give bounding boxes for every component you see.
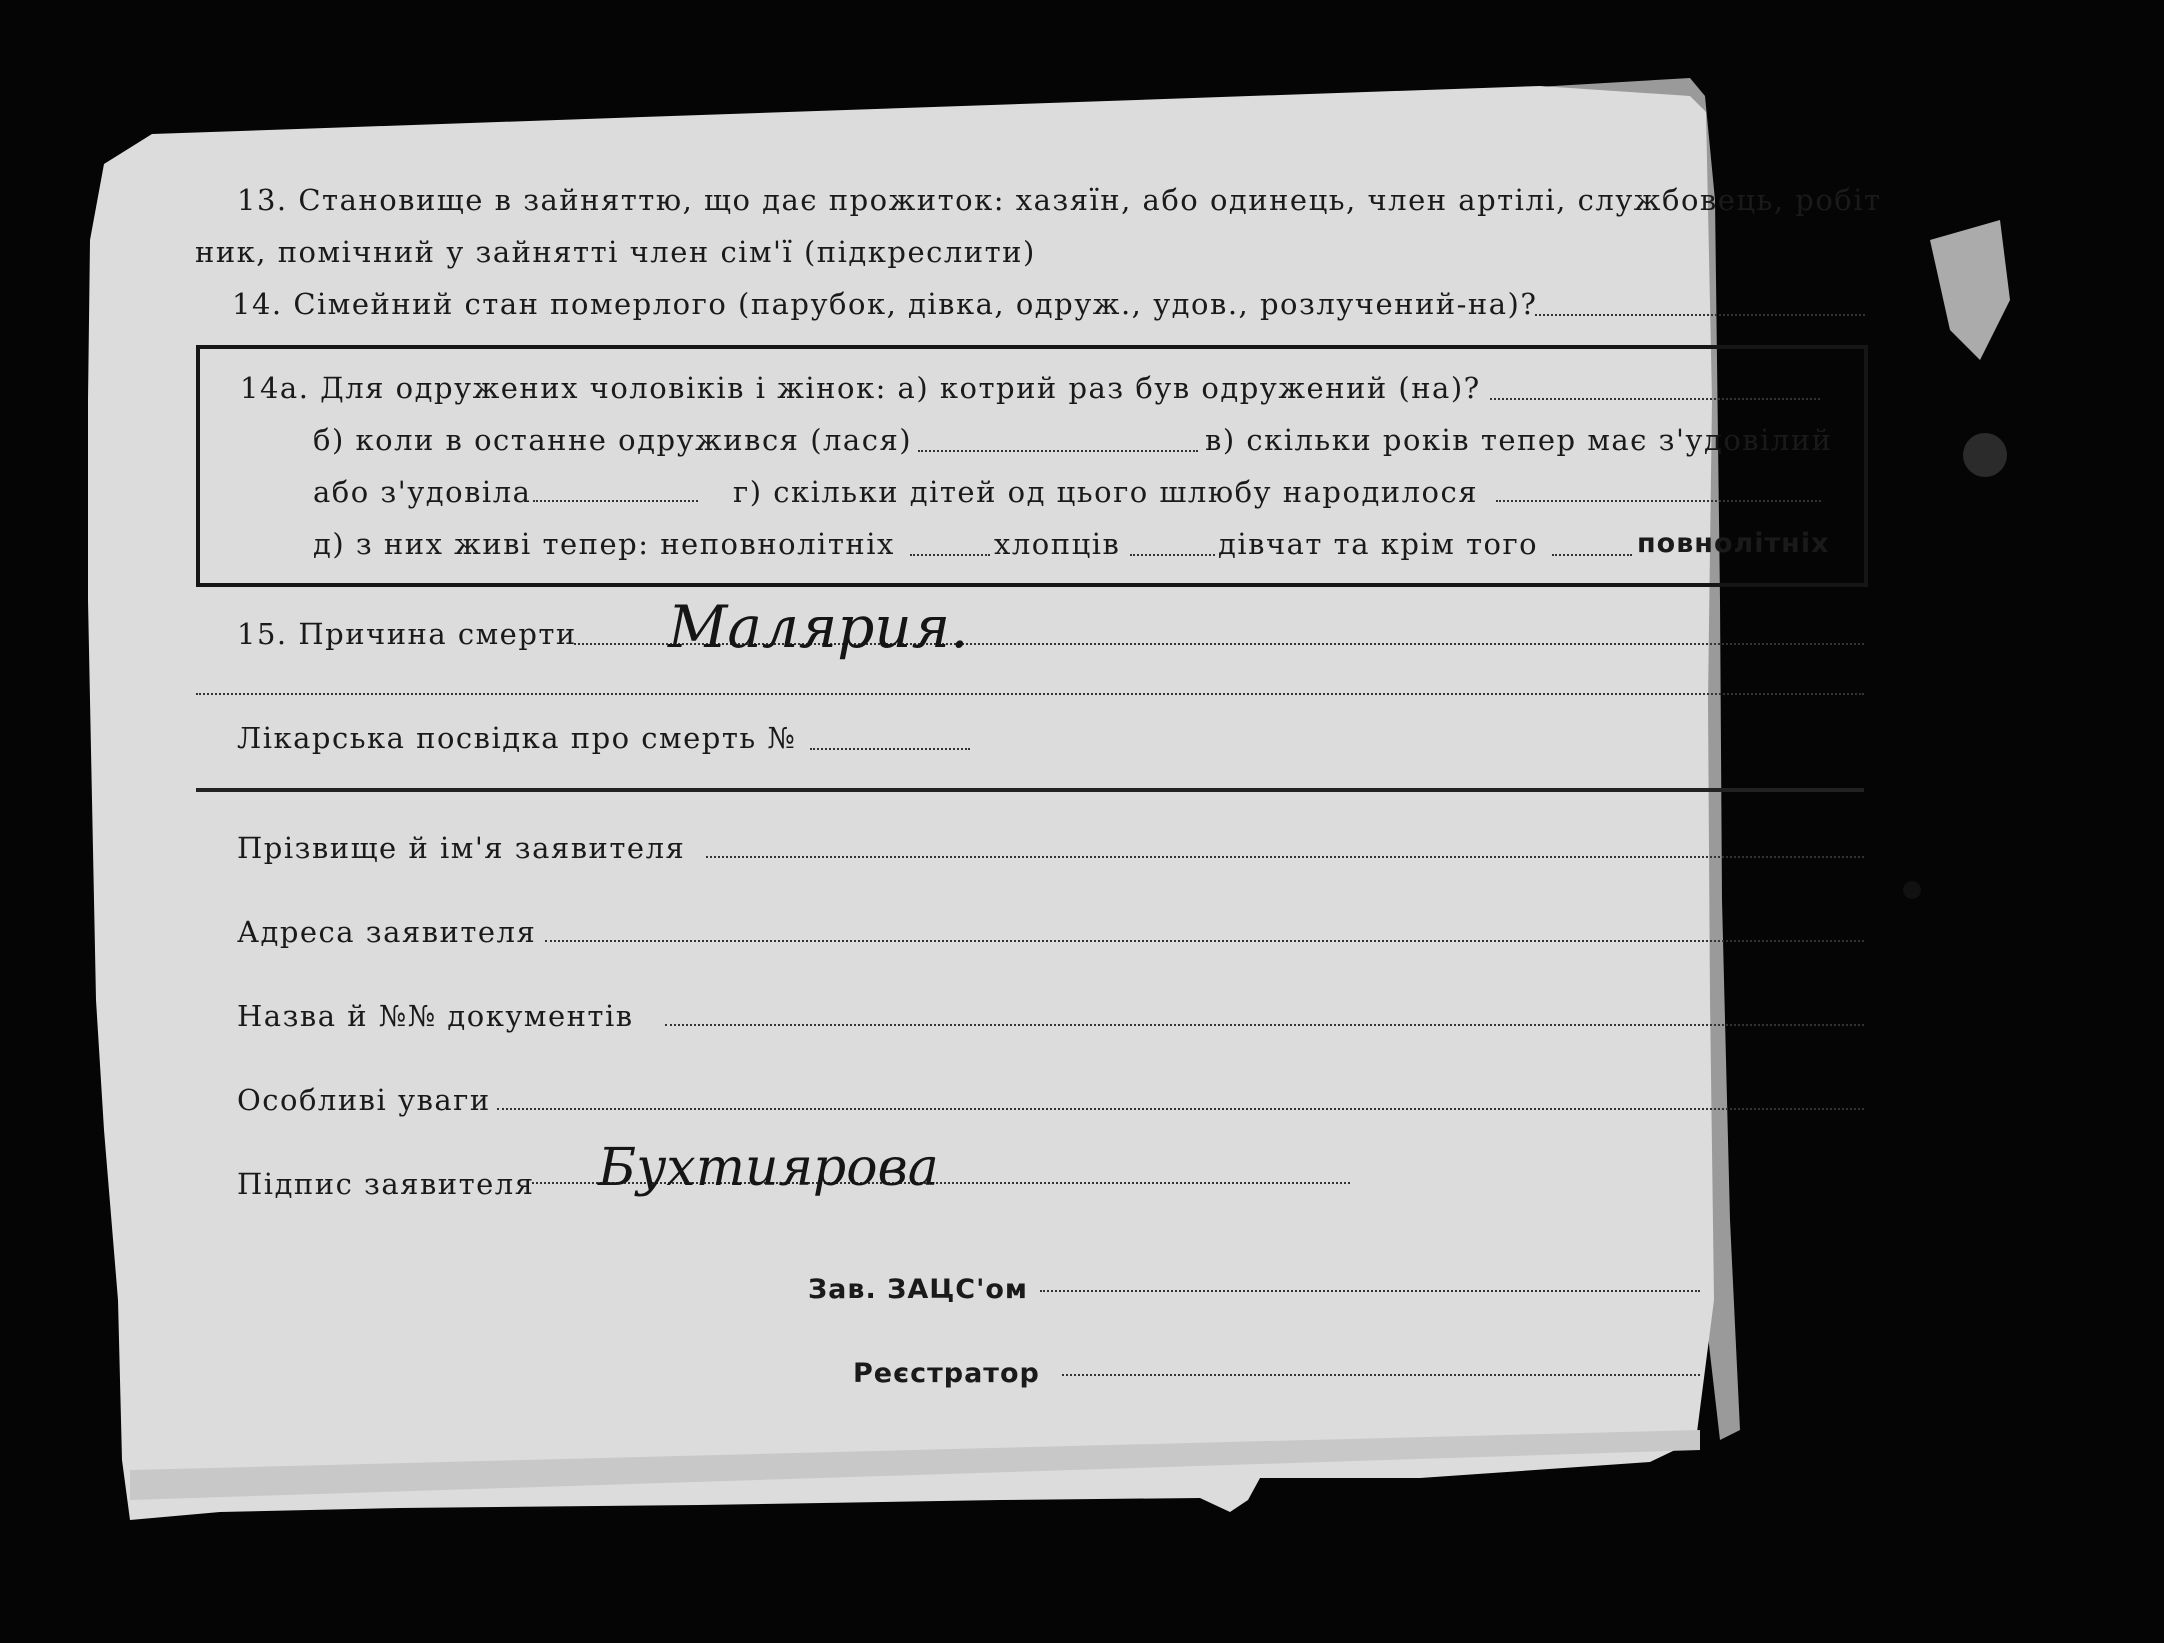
special-notes-label: Особливі уваги xyxy=(237,1083,491,1117)
registrar-signature-line xyxy=(1062,1374,1700,1376)
item-14a-boys-answer-line xyxy=(1130,554,1215,556)
item-14a-b-label: б) коли в останне одружився (лася) xyxy=(313,423,913,457)
section-divider xyxy=(196,788,1864,792)
documents-label: Назва й №№ документів xyxy=(237,999,634,1033)
head-registry-label: Зав. ЗАЦС'ом xyxy=(808,1274,1028,1305)
item-13-line-2: ник, помічний у зайнятті член сім'ї (підкреслити) xyxy=(195,235,1036,269)
item-14a-d-label: д) з них живі тепер: неповнолітніх xyxy=(313,527,895,561)
applicant-signature-label: Підпис заявителя xyxy=(237,1167,535,1201)
applicant-name-label: Прізвище й ім'я заявителя xyxy=(237,831,686,865)
head-registry-signature-line xyxy=(1040,1290,1700,1292)
item-14a-g-label: г) скільки дітей од цього шлюбу народилося xyxy=(733,475,1479,509)
item-14a-boys-label: хлопців xyxy=(994,527,1121,561)
item-13-line-1: 13. Становище в зайняттю, що дає прожиток: хазяїн, або одинець, член артілі, службовець, робіт xyxy=(237,183,1882,217)
documents-answer-line xyxy=(665,1024,1864,1026)
item-14a-abo-answer-line xyxy=(533,500,698,502)
item-14a-a-answer-line xyxy=(1490,398,1820,400)
item-14a-g-answer-line xyxy=(1496,500,1821,502)
item-14a-girls-answer-line xyxy=(1552,554,1632,556)
handwritten-signature: Бухтиярова xyxy=(598,1138,939,1198)
item-14a-line-1: 14а. Для одружених чоловіків і жінок: а) котрий раз був одружений (на)? xyxy=(240,371,1481,405)
special-notes-answer-line xyxy=(497,1108,1864,1110)
item-14a-adults-label: повнолітніх xyxy=(1637,528,1830,559)
item-14-answer-line xyxy=(1535,314,1865,316)
applicant-name-answer-line xyxy=(706,856,1864,858)
item-14a-d-answer-line xyxy=(910,554,990,556)
item-14a-girls-label: дівчат та крім того xyxy=(1218,527,1539,561)
applicant-address-answer-line xyxy=(545,940,1864,942)
registrar-label: Реєстратор xyxy=(853,1358,1040,1389)
applicant-address-label: Адреса заявителя xyxy=(237,915,537,949)
item-15-label: 15. Причина смерти xyxy=(237,617,577,651)
handwritten-cause-of-death: Малярия. xyxy=(668,593,969,661)
item-14-label: 14. Сімейний стан померлого (парубок, дівка, одруж., удов., розлучений-на)? xyxy=(232,287,1538,321)
item-14a-b-answer-line xyxy=(918,450,1198,452)
medical-certificate-label: Лікарська посвідка про смерть № xyxy=(237,721,797,755)
item-15-second-line xyxy=(196,693,1864,695)
item-14a-abo-label: або з'удовіла xyxy=(313,475,532,509)
item-14a-v-label: в) скільки років тепер має з'удовілий xyxy=(1205,423,1833,457)
medical-certificate-answer-line xyxy=(810,748,970,750)
